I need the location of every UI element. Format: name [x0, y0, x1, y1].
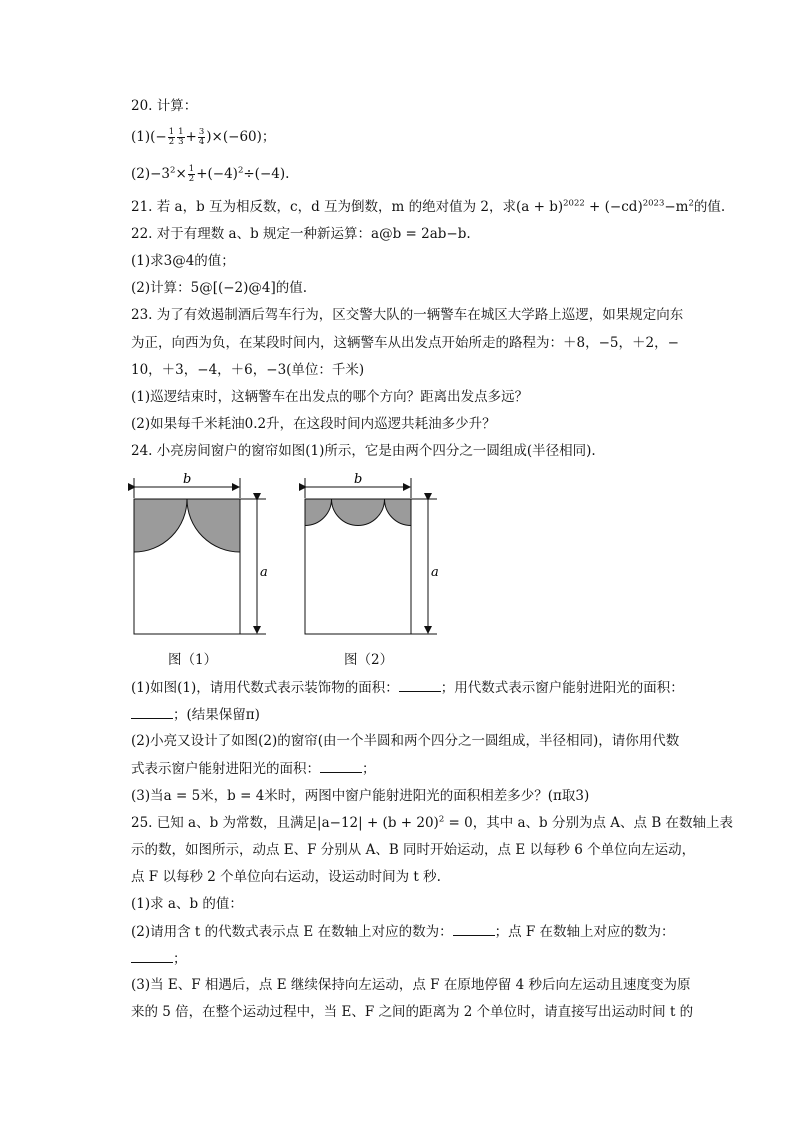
q23-line3: 10，＋3，−4，＋6，−3(单位：千米) — [131, 362, 365, 378]
curtain-middle-semicircle — [332, 499, 385, 526]
curtain-left-quarter — [305, 499, 332, 526]
q22-line1: 22. 对于有理数 a、b 规定一种新运算：a@b = 2ab−b. — [131, 226, 471, 242]
q25-line8: 来的 5 倍，在整个运动过程中，当 E、F 之间的距离为 2 个单位时，请直接写出运动时间 t 的 — [131, 1004, 694, 1020]
q21-text: 21. 若 a，b 互为相反数，c，d 互为倒数，m 的绝对值为 2，求$(a + b)^{2022} + (-cd)^{2023}-m^2$的值. — [131, 198, 726, 215]
q24-figure-2 — [290, 468, 450, 643]
answer-blank[interactable] — [131, 948, 173, 963]
q25-line4: (1)求 a、b 的值： — [131, 896, 243, 912]
answer-blank[interactable] — [399, 677, 441, 692]
q23-line5: (2)如果每千米耗油0.2升，在这段时间内巡逻共耗油多少升？ — [131, 416, 496, 432]
fig2-b-label: b — [354, 472, 363, 487]
q24-figure-1 — [120, 468, 280, 643]
q25-line6: ； — [131, 948, 187, 969]
fig1-b-label: b — [183, 472, 192, 487]
q23-line2: 为正，向西为负，在某段时间内，这辆警车从出发点开始所走的路程为：＋8，−5，＋2，− — [131, 335, 679, 351]
q20-part2: $(2)-3^2\times$ $\frac{1}{2}$ $+(-4)^2\div(-4)$. — [131, 164, 290, 184]
q25-line3: 点 F 以每秒 2 个单位向右运动，设运动时间为 t 秒. — [131, 869, 441, 885]
q23-line4: (1)巡逻结束时，这辆警车在出发点的哪个方向？距离出发点多远？ — [131, 389, 529, 405]
fig2-a-label: a — [431, 565, 439, 580]
q25-line7: (3)当 E、F 相遇后，点 E 继续保持向左运动，点 F 在原地停留 4 秒后向左运动且速度变为原 — [131, 977, 691, 993]
q25-line5: (2)请用含 t 的代数式表示点 E 在数轴上对应的数为： ；点 F 在数轴上对应的数为： — [131, 921, 675, 942]
q24-part2: (2)小亮又设计了如图(2)的窗帘(由一个半圆和两个四分之一圆组成，半径相同)，请你用代数 — [131, 733, 680, 749]
q25-line1: 25. 已知 a、b 为常数，且满足$|a-12| + (b + 20)^2 = 0$，其中 a、b 分别为点 A、点 B 在数轴上表 — [131, 814, 734, 831]
q23-line1: 23. 为了有效遏制酒后驾车行为，区交警大队的一辆警车在城区大学路上巡逻，如果规定向东 — [131, 307, 684, 323]
curtain-left — [134, 499, 187, 552]
q24-part1-cont: ；(结果保留π) — [131, 704, 260, 725]
fig1-caption: 图（1） — [168, 652, 218, 668]
curtain-right-quarter — [385, 499, 412, 526]
q24-part2-cont: 式表示窗户能射进阳光的面积： ； — [131, 758, 376, 779]
q22-line2: (1)求3@4的值； — [131, 253, 235, 269]
q20-heading: 20. 计算： — [131, 98, 198, 114]
q20-part1: (1)(− $\frac{1}{2}$ $\frac{1}{3}$ + $\frac{3}{4}$ )×(−60)； — [131, 127, 276, 147]
answer-blank[interactable] — [453, 921, 495, 936]
q25-line2: 示的数，如图所示，动点 E、F 分别从 A、B 同时开始运动，点 E 以每秒 6 个单位向左运动， — [131, 842, 696, 858]
fig1-a-label: a — [260, 565, 268, 580]
q24-part3: (3)当a = 5米，b = 4米时，两图中窗户能射进阳光的面积相差多少？(π取3) — [131, 788, 590, 804]
q22-line3: (2)计算：5@[(−2)@4]的值. — [131, 280, 308, 296]
answer-blank[interactable] — [320, 758, 362, 773]
q24-part1: (1)如图(1)，请用代数式表示装饰物的面积： ；用代数式表示窗户能射进阳光的面积： — [131, 677, 684, 698]
fig2-caption: 图（2） — [344, 652, 394, 668]
q24-line1: 24. 小亮房间窗户的窗帘如图(1)所示，它是由两个四分之一圆组成(半径相同). — [131, 443, 596, 459]
answer-blank[interactable] — [131, 704, 173, 719]
curtain-right — [187, 499, 240, 552]
